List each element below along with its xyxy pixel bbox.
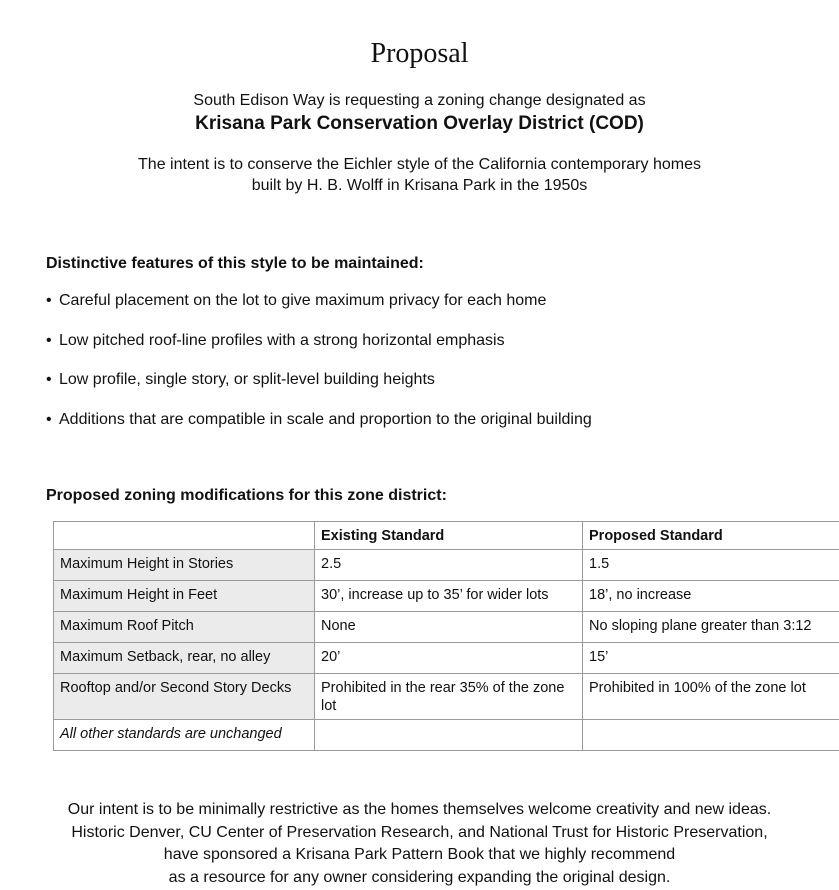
- bullet-icon: •: [46, 292, 52, 309]
- closing-line: as a resource for any owner considering expanding the original design.: [168, 869, 671, 887]
- feature-text: Careful placement on the lot to give maximum privacy for each home: [59, 292, 547, 309]
- table-cell: Rooftop and/or Second Story Decks: [54, 674, 315, 720]
- district-name: Krisana Park Conservation Overlay District (COD): [195, 113, 644, 134]
- table-cell: 1.5: [583, 550, 839, 581]
- closing-statement: [0, 799, 839, 890]
- table-row: [54, 581, 839, 612]
- table-cell: 20’: [315, 643, 583, 674]
- intent-line: The intent is to conserve the Eichler style of the California contemporary homes: [138, 156, 701, 173]
- bullet-icon: •: [46, 410, 52, 428]
- table-row: [54, 550, 839, 581]
- table-header-row: [54, 522, 839, 550]
- table-cell: [583, 720, 839, 751]
- table-header-cell: [54, 522, 315, 550]
- table-cell: None: [315, 612, 583, 643]
- table-cell: 30’, increase up to 35’ for wider lots: [315, 581, 583, 612]
- table-cell: Prohibited in the rear 35% of the zone lot: [315, 674, 583, 720]
- table-cell: Maximum Setback, rear, no alley: [54, 643, 315, 674]
- table-row: [54, 643, 839, 674]
- zoning-heading: Proposed zoning modifications for this zone district:: [46, 487, 447, 504]
- table-row: [54, 674, 839, 720]
- page-title: Proposal: [370, 38, 469, 69]
- feature-text: Additions that are compatible in scale and proportion to the original building: [59, 410, 592, 428]
- table-cell: Prohibited in 100% of the zone lot: [583, 674, 839, 720]
- feature-item: [46, 290, 592, 330]
- table-cell: Maximum Roof Pitch: [54, 612, 315, 643]
- table-header-cell: Existing Standard: [315, 522, 583, 550]
- request-line: South Edison Way is requesting a zoning change designated as: [193, 92, 646, 109]
- bullet-icon: •: [46, 371, 52, 388]
- table-cell: 2.5: [315, 550, 583, 581]
- table-header-cell: Proposed Standard: [583, 522, 839, 550]
- feature-item: [46, 369, 592, 409]
- table-cell: 18’, no increase: [583, 581, 839, 612]
- feature-text: Low pitched roof-line profiles with a strong horizontal emphasis: [59, 331, 505, 349]
- table-cell: No sloping plane greater than 3:12: [583, 612, 839, 643]
- closing-line: have sponsored a Krisana Park Pattern Book that we highly recommend: [163, 846, 676, 864]
- features-list: [46, 290, 592, 448]
- intent-line: built by H. B. Wolff in Krisana Park in the 1950s: [251, 177, 588, 194]
- table-cell: [315, 720, 583, 751]
- table-cell: All other standards are unchanged: [54, 720, 315, 751]
- bullet-icon: •: [46, 331, 52, 349]
- features-heading: Distinctive features of this style to be maintained:: [46, 255, 424, 272]
- table-row: [54, 720, 839, 751]
- intent-statement: [0, 154, 839, 196]
- table-cell: Maximum Height in Stories: [54, 550, 315, 581]
- zoning-table: [53, 521, 839, 751]
- feature-item: [46, 330, 592, 370]
- table-cell: 15’: [583, 643, 839, 674]
- feature-text: Low profile, single story, or split-level building heights: [59, 371, 435, 388]
- closing-line: Our intent is to be minimally restrictive as the homes themselves welcome creativity and new ideas.: [67, 801, 772, 818]
- closing-line: Historic Denver, CU Center of Preservation Research, and National Trust for Historic Preservation,: [71, 823, 768, 841]
- table-row: [54, 612, 839, 643]
- feature-item: [46, 409, 592, 449]
- table-cell: Maximum Height in Feet: [54, 581, 315, 612]
